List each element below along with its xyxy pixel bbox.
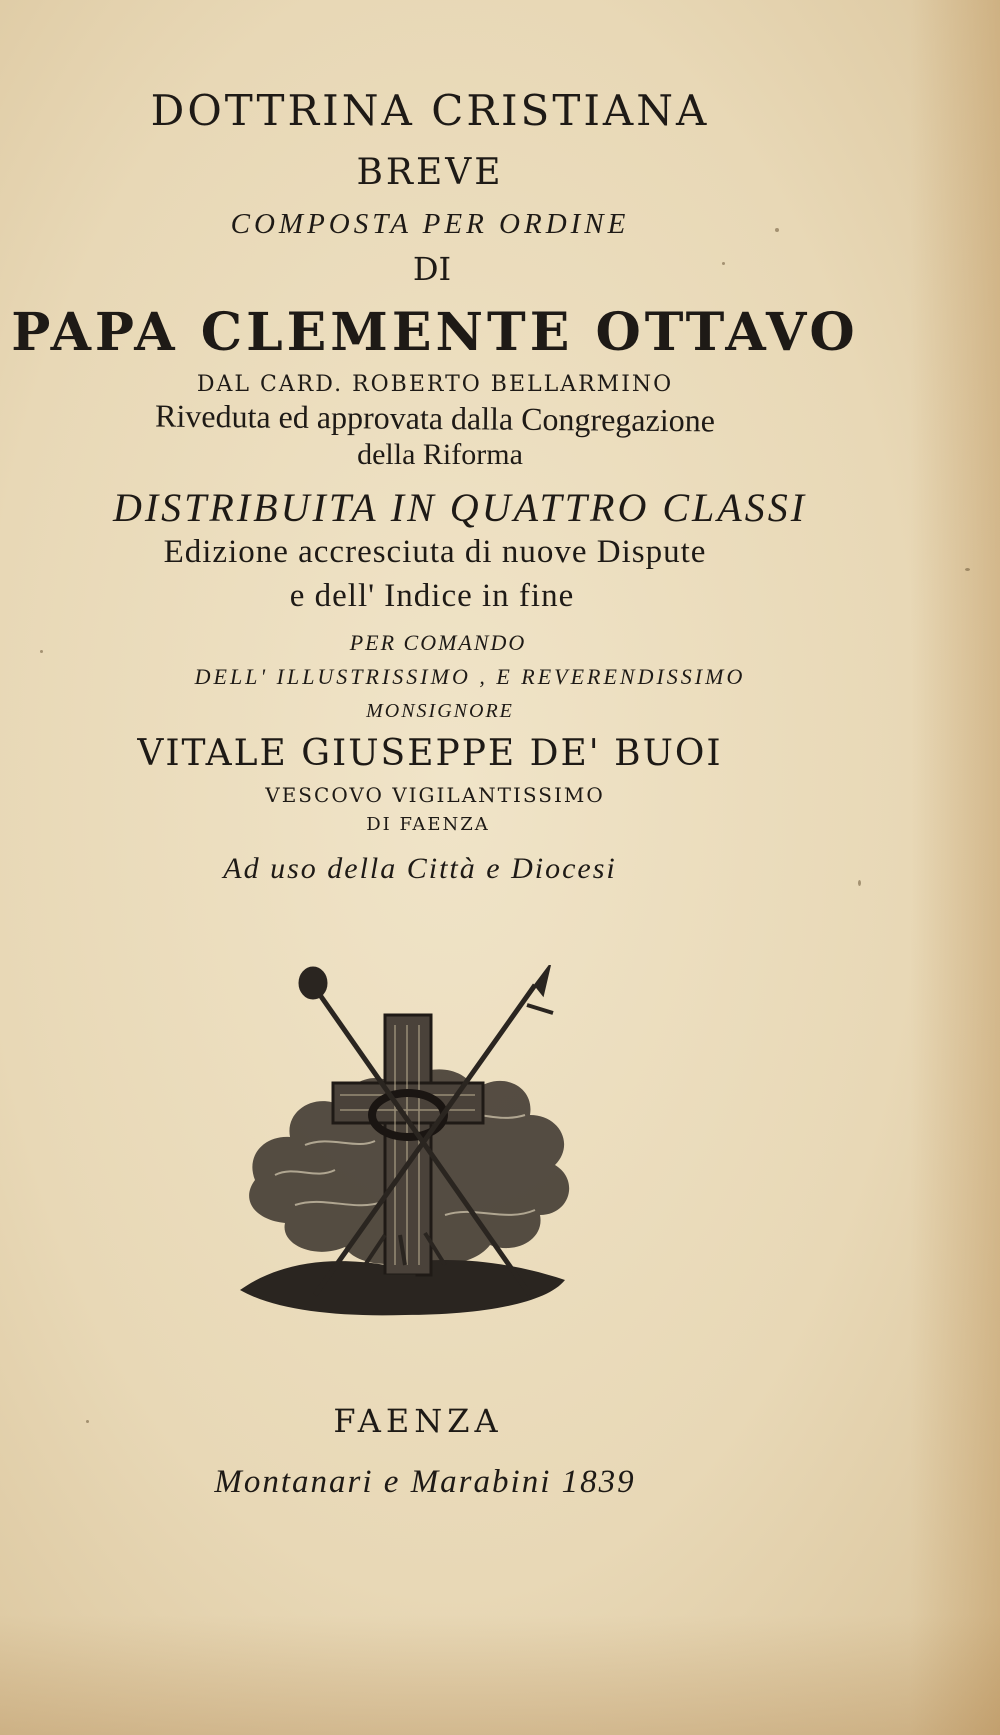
paper-speck — [858, 880, 861, 886]
bishop-title: VESCOVO VIGILANTISSIMO — [265, 783, 605, 807]
diocese-line: DI FAENZA — [366, 814, 490, 835]
approval-line-riforma: della Riforma — [357, 438, 523, 471]
subtitle-di: DI — [412, 250, 452, 288]
title-line-dottrina: DOTTRINA CRISTIANA — [150, 86, 710, 135]
cross-emblem-icon — [235, 965, 595, 1325]
distribution-heading: DISTRIBUITA IN QUATTRO CLASSI — [112, 485, 808, 530]
author-cardinal: DAL CARD. ROBERTO BELLARMINO — [196, 372, 674, 397]
paper-speck — [722, 262, 725, 265]
honorific-line: DELL' ILLUSTRISSIMO , E REVERENDISSIMO — [194, 664, 746, 689]
monsignore-line: MONSIGNORE — [366, 700, 514, 722]
bishop-name: VITALE GIUSEPPE DE' BUOI — [137, 733, 723, 774]
paper-bottom-shade — [0, 1615, 1000, 1735]
paper-speck — [40, 650, 43, 653]
edition-index-line: e dell' Indice in fine — [289, 578, 575, 614]
paper-speck — [965, 568, 970, 571]
paper-speck — [775, 228, 779, 232]
imprint-city: FAENZA — [333, 1402, 503, 1440]
imprint-publisher: Montanari e Marabini 1839 — [214, 1464, 636, 1500]
command-line: PER COMANDO — [349, 630, 527, 655]
title-line-breve: BREVE — [356, 152, 504, 193]
usage-line: Ad uso della Città e Diocesi — [223, 852, 617, 885]
paper-speck — [86, 1420, 89, 1423]
edition-line: Edizione accresciuta di nuove Dispute — [163, 534, 707, 570]
author-pope-name: PAPA CLEMENTE OTTAVO — [11, 302, 859, 363]
approval-line: Riveduta ed approvata dalla Congregazione — [154, 397, 716, 439]
subtitle-composta: COMPOSTA PER ORDINE — [230, 208, 630, 240]
